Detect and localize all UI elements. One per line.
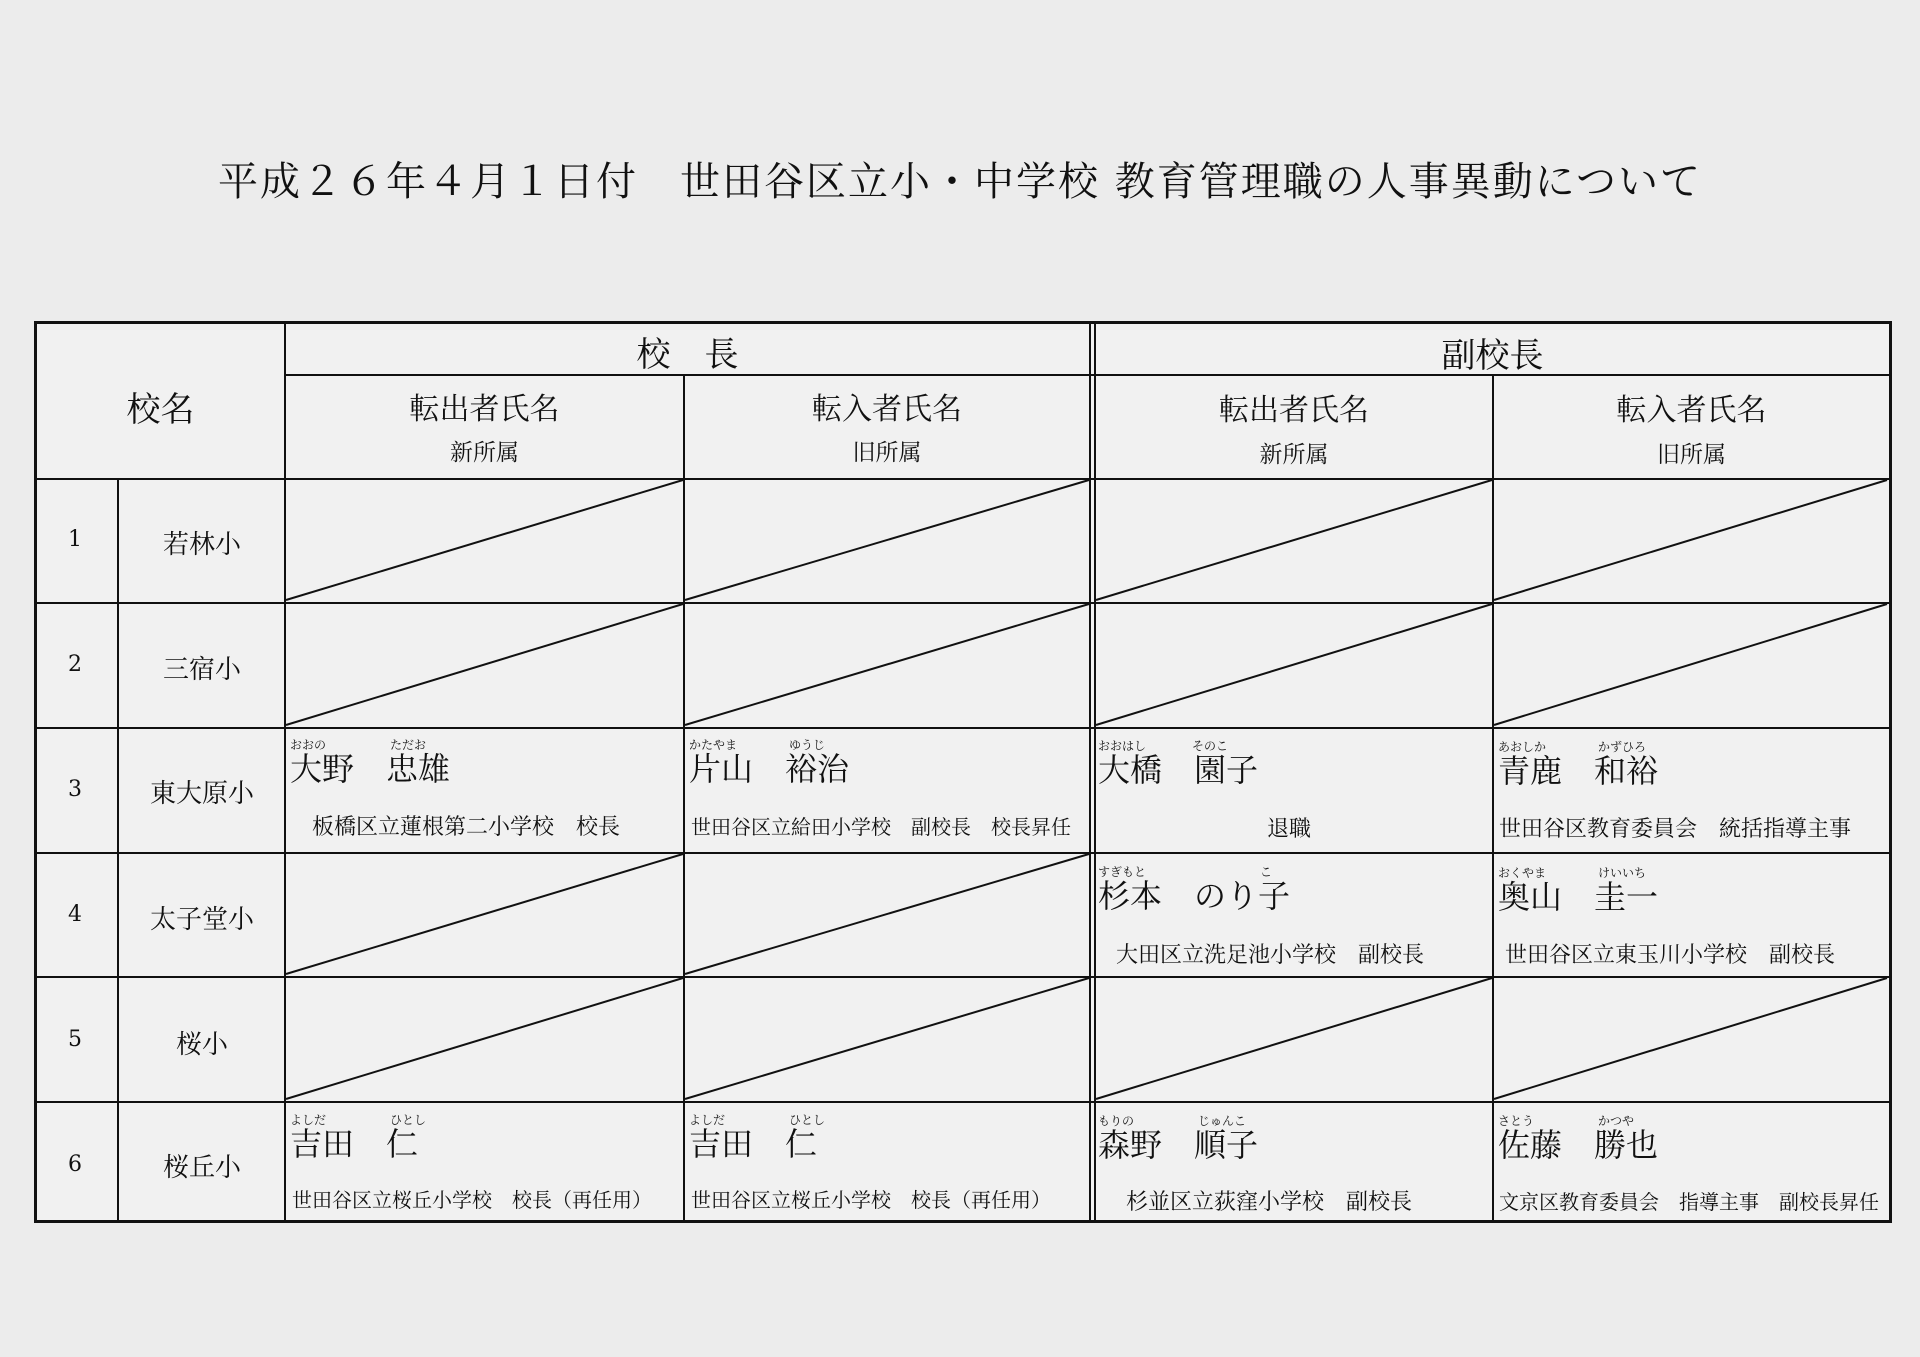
row-divider-5 xyxy=(37,1101,1889,1103)
row-divider-2 xyxy=(37,727,1889,729)
person-name: 森野 順子 xyxy=(1098,1126,1259,1164)
furigana-given: ひとし xyxy=(390,1113,427,1127)
person-name: 大橋 園子 xyxy=(1098,751,1259,789)
person-name: 奥山 圭一 xyxy=(1498,878,1659,916)
furigana-family: かたやま xyxy=(689,738,738,752)
school-number-6: 6 xyxy=(68,1152,82,1177)
furigana-family: よしだ xyxy=(689,1113,726,1127)
vice-in-row-4 xyxy=(1498,866,1659,916)
furigana-family: すぎもと xyxy=(1098,865,1147,879)
vice-out-row-4 xyxy=(1098,865,1291,915)
empty-slash-r1-c2 xyxy=(683,478,1091,602)
furigana-family: よしだ xyxy=(290,1113,327,1127)
header-vice-old-affiliation: 旧所属 xyxy=(1657,442,1726,468)
personnel-table xyxy=(34,321,1892,1223)
person-name: 吉田 仁 xyxy=(290,1125,419,1163)
header-vice-principal: 副校長 xyxy=(1441,336,1544,376)
furigana-family: おくやま xyxy=(1498,866,1547,880)
school-number-1: 1 xyxy=(68,527,82,552)
furigana-family: もりの xyxy=(1098,1114,1135,1128)
furigana-given: ひとし xyxy=(789,1113,826,1127)
empty-slash-r2-c4 xyxy=(1492,602,1889,727)
empty-slash-r4-c1 xyxy=(284,852,685,976)
header-principal-transfer-in: 転入者氏名 xyxy=(812,392,962,427)
empty-slash-r2-c3 xyxy=(1094,602,1494,727)
empty-slash-r1-c4 xyxy=(1492,478,1889,602)
school-name-5: 桜小 xyxy=(175,1030,228,1060)
person-name: 佐藤 勝也 xyxy=(1498,1126,1659,1164)
school-name-2: 三宿小 xyxy=(162,655,241,685)
school-number-4: 4 xyxy=(68,902,82,927)
vice-in-row-6 xyxy=(1498,1114,1659,1164)
school-name-1: 若林小 xyxy=(162,530,241,560)
principal-in-affiliation-row-3: 世田谷区立給田小学校 副校長 校長昇任 xyxy=(691,815,1071,839)
empty-slash-r4-c2 xyxy=(683,852,1091,976)
principal-in-affiliation-row-6: 世田谷区立桜丘小学校 校長（再任用） xyxy=(691,1188,1051,1212)
header-school-name: 校名 xyxy=(126,390,195,430)
empty-slash-r1-c3 xyxy=(1094,478,1494,602)
school-number-2: 2 xyxy=(68,652,82,677)
school-name-4: 太子堂小 xyxy=(149,905,254,935)
school-name-3: 東大原小 xyxy=(149,779,254,809)
furigana-family: おおはし xyxy=(1098,739,1147,753)
empty-slash-r1-c1 xyxy=(284,478,685,602)
furigana-given: かつや xyxy=(1598,1114,1635,1128)
furigana-given: ゆうじ xyxy=(789,738,826,752)
empty-slash-r5-c3 xyxy=(1094,976,1494,1101)
vice-out-row-3 xyxy=(1098,739,1259,789)
empty-slash-r5-c2 xyxy=(683,976,1091,1101)
header-vice-transfer-in: 転入者氏名 xyxy=(1616,393,1767,428)
furigana-family: おおの xyxy=(290,738,327,752)
document-title: 平成２６年４月１日付 世田谷区立小・中学校 教育管理職の人事異動について xyxy=(218,159,1702,205)
vice-out-row-6 xyxy=(1098,1114,1259,1164)
furigana-given: けいいち xyxy=(1598,866,1647,880)
person-name: 片山 裕治 xyxy=(689,750,850,788)
vice-out-affiliation-row-4: 大田区立洗足池小学校 副校長 xyxy=(1116,943,1425,968)
vice-out-affiliation-row-6: 杉並区立荻窪小学校 副校長 xyxy=(1126,1190,1413,1215)
person-name: 杉本 のり子 xyxy=(1098,877,1291,915)
furigana-given: ただお xyxy=(390,738,427,752)
person-name: 青鹿 和裕 xyxy=(1498,752,1659,790)
person-name: 吉田 仁 xyxy=(689,1125,818,1163)
header-principal-transfer-out: 転出者氏名 xyxy=(409,392,560,427)
vice-in-row-3 xyxy=(1498,740,1659,790)
principal-in-row-6 xyxy=(689,1113,826,1163)
vice-in-affiliation-row-6: 文京区教育委員会 指導主事 副校長昇任 xyxy=(1499,1190,1879,1214)
header-principal-old-affiliation: 旧所属 xyxy=(852,440,922,466)
furigana-given: そのこ xyxy=(1192,739,1229,753)
principal-out-row-3 xyxy=(290,738,451,788)
vice-in-affiliation-row-3: 世田谷区教育委員会 統括指導主事 xyxy=(1499,817,1852,842)
school-number-3: 3 xyxy=(68,777,82,802)
empty-slash-r2-c2 xyxy=(683,602,1091,727)
header-principal: 校 長 xyxy=(636,335,739,375)
vice-out-affiliation-row-3: 退職 xyxy=(1267,817,1312,842)
furigana-family: さとう xyxy=(1498,1114,1535,1128)
principal-out-affiliation-row-6: 世田谷区立桜丘小学校 校長（再任用） xyxy=(292,1188,652,1212)
principal-in-row-3 xyxy=(689,738,850,788)
vice-in-affiliation-row-4: 世田谷区立東玉川小学校 副校長 xyxy=(1505,943,1836,968)
furigana-given: かずひろ xyxy=(1598,740,1647,754)
header-principal-new-affiliation: 新所属 xyxy=(450,440,519,466)
empty-slash-r5-c1 xyxy=(284,976,685,1101)
school-number-5: 5 xyxy=(68,1027,82,1052)
person-name: 大野 忠雄 xyxy=(290,750,451,788)
col-divider-number xyxy=(117,478,119,1220)
furigana-family: あおしか xyxy=(1498,740,1547,754)
furigana-given: じゅんこ xyxy=(1198,1114,1247,1128)
empty-slash-r5-c4 xyxy=(1492,976,1889,1101)
header-vice-new-affiliation: 新所属 xyxy=(1259,442,1329,468)
principal-out-row-6 xyxy=(290,1113,427,1163)
empty-slash-r2-c1 xyxy=(284,602,685,727)
header-vice-transfer-out: 転出者氏名 xyxy=(1219,393,1369,428)
principal-out-affiliation-row-3: 板橋区立蓮根第二小学校 校長 xyxy=(312,815,621,840)
furigana-given: こ xyxy=(1260,865,1273,879)
school-name-6: 桜丘小 xyxy=(162,1153,241,1183)
